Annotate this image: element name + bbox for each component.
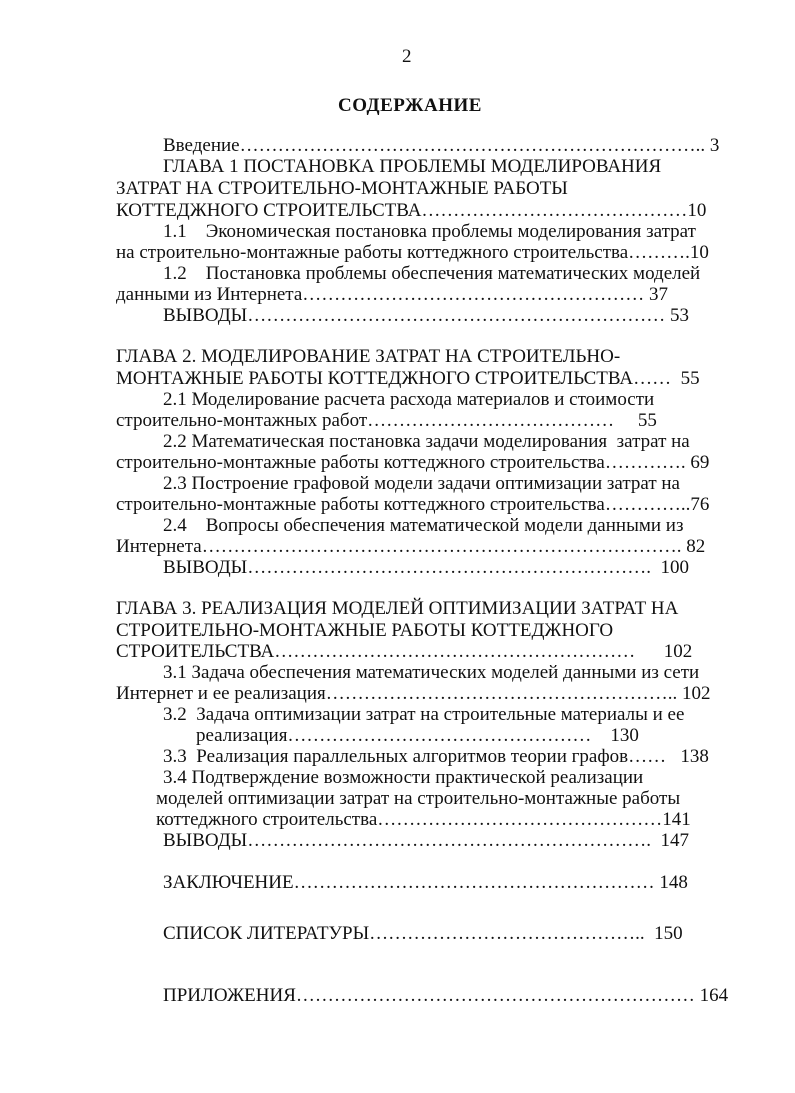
toc-ch1-title-line3: КОТТЕДЖНОГО СТРОИТЕЛЬСТВА……………………………………10 (116, 200, 707, 221)
toc-3-2-line2: реализация………………………………………… 130 (196, 725, 639, 746)
toc-2-3-line1: 2.3 Построение графовой модели задачи оптимизации затрат на (163, 473, 680, 494)
toc-ch3-title-line3: СТРОИТЕЛЬСТВА………………………………………………… 102 (116, 641, 693, 662)
toc-2-2-line2: строительно-монтажные работы коттеджного строительства…………. 69 (116, 452, 710, 473)
toc-ch2-title-line2: МОНТАЖНЫЕ РАБОТЫ КОТТЕДЖНОГО СТРОИТЕЛЬСТВА…… 55 (116, 368, 700, 389)
page-number: 2 (402, 46, 412, 67)
toc-1-1-line1: 1.1 Экономическая постановка проблемы моделирования затрат (163, 221, 696, 242)
toc-2-3-line2: строительно-монтажные работы коттеджного строительства…………..76 (116, 494, 710, 515)
toc-ch2-conclusions: ВЫВОДЫ………………………………………………………. 100 (163, 557, 689, 578)
toc-heading: СОДЕРЖАНИЕ (338, 95, 482, 116)
toc-conclusion: ЗАКЛЮЧЕНИЕ………………………………………………… 148 (163, 872, 688, 893)
toc-3-3: 3.3 Реализация параллельных алгоритмов теории графов…… 138 (163, 746, 709, 767)
toc-appendices: ПРИЛОЖЕНИЯ……………………………………………………… 164 (163, 985, 729, 1006)
toc-ch3-title-line2: СТРОИТЕЛЬНО-МОНТАЖНЫЕ РАБОТЫ КОТТЕДЖНОГО (116, 620, 614, 641)
toc-2-4-line2: Интернета…………………………………………………………………. 82 (116, 536, 706, 557)
toc-2-1-line2: строительно-монтажных работ………………………………… 55 (116, 410, 657, 431)
toc-ch2-title-line1: ГЛАВА 2. МОДЕЛИРОВАНИЕ ЗАТРАТ НА СТРОИТЕЛЬНО- (116, 346, 621, 367)
toc-3-4-line1: 3.4 Подтверждение возможности практической реализации (163, 767, 644, 788)
toc-2-2-line1: 2.2 Математическая постановка задачи моделирования затрат на (163, 431, 690, 452)
toc-ch1-conclusions: ВЫВОДЫ………………………………………………………… 53 (163, 305, 689, 326)
toc-2-4-line1: 2.4 Вопросы обеспечения математической модели данными из (163, 515, 684, 536)
toc-3-2-line1: 3.2 Задача оптимизации затрат на строительные материалы и ее (163, 704, 685, 725)
toc-3-4-line2: моделей оптимизации затрат на строительно-монтажные работы (156, 788, 681, 809)
toc-ch1-title-line1: ГЛАВА 1 ПОСТАНОВКА ПРОБЛЕМЫ МОДЕЛИРОВАНИЯ (163, 156, 662, 177)
toc-3-1-line2: Интернет и ее реализация……………………………………………….. 102 (116, 683, 711, 704)
toc-ch3-title-line1: ГЛАВА 3. РЕАЛИЗАЦИЯ МОДЕЛЕЙ ОПТИМИЗАЦИИ ЗАТРАТ НА (116, 598, 679, 619)
toc-intro: Введение……………………………………………………………….. 3 (163, 135, 720, 156)
toc-references: СПИСОК ЛИТЕРАТУРЫ…………………………………….. 150 (163, 923, 683, 944)
toc-2-1-line1: 2.1 Моделирование расчета расхода материалов и стоимости (163, 389, 655, 410)
toc-1-2-line2: данными из Интернета……………………………………………… 37 (116, 284, 669, 305)
toc-ch1-title-line2: ЗАТРАТ НА СТРОИТЕЛЬНО-МОНТАЖНЫЕ РАБОТЫ (116, 178, 568, 199)
toc-3-4-line3: коттеджного строительства………………………………………141 (156, 809, 691, 830)
toc-3-1-line1: 3.1 Задача обеспечения математических моделей данными из сети (163, 662, 700, 683)
toc-1-2-line1: 1.2 Постановка проблемы обеспечения математических моделей (163, 263, 701, 284)
toc-ch3-conclusions: ВЫВОДЫ………………………………………………………. 147 (163, 830, 689, 851)
toc-1-1-line2: на строительно-монтажные работы коттеджного строительства……….10 (116, 242, 709, 263)
